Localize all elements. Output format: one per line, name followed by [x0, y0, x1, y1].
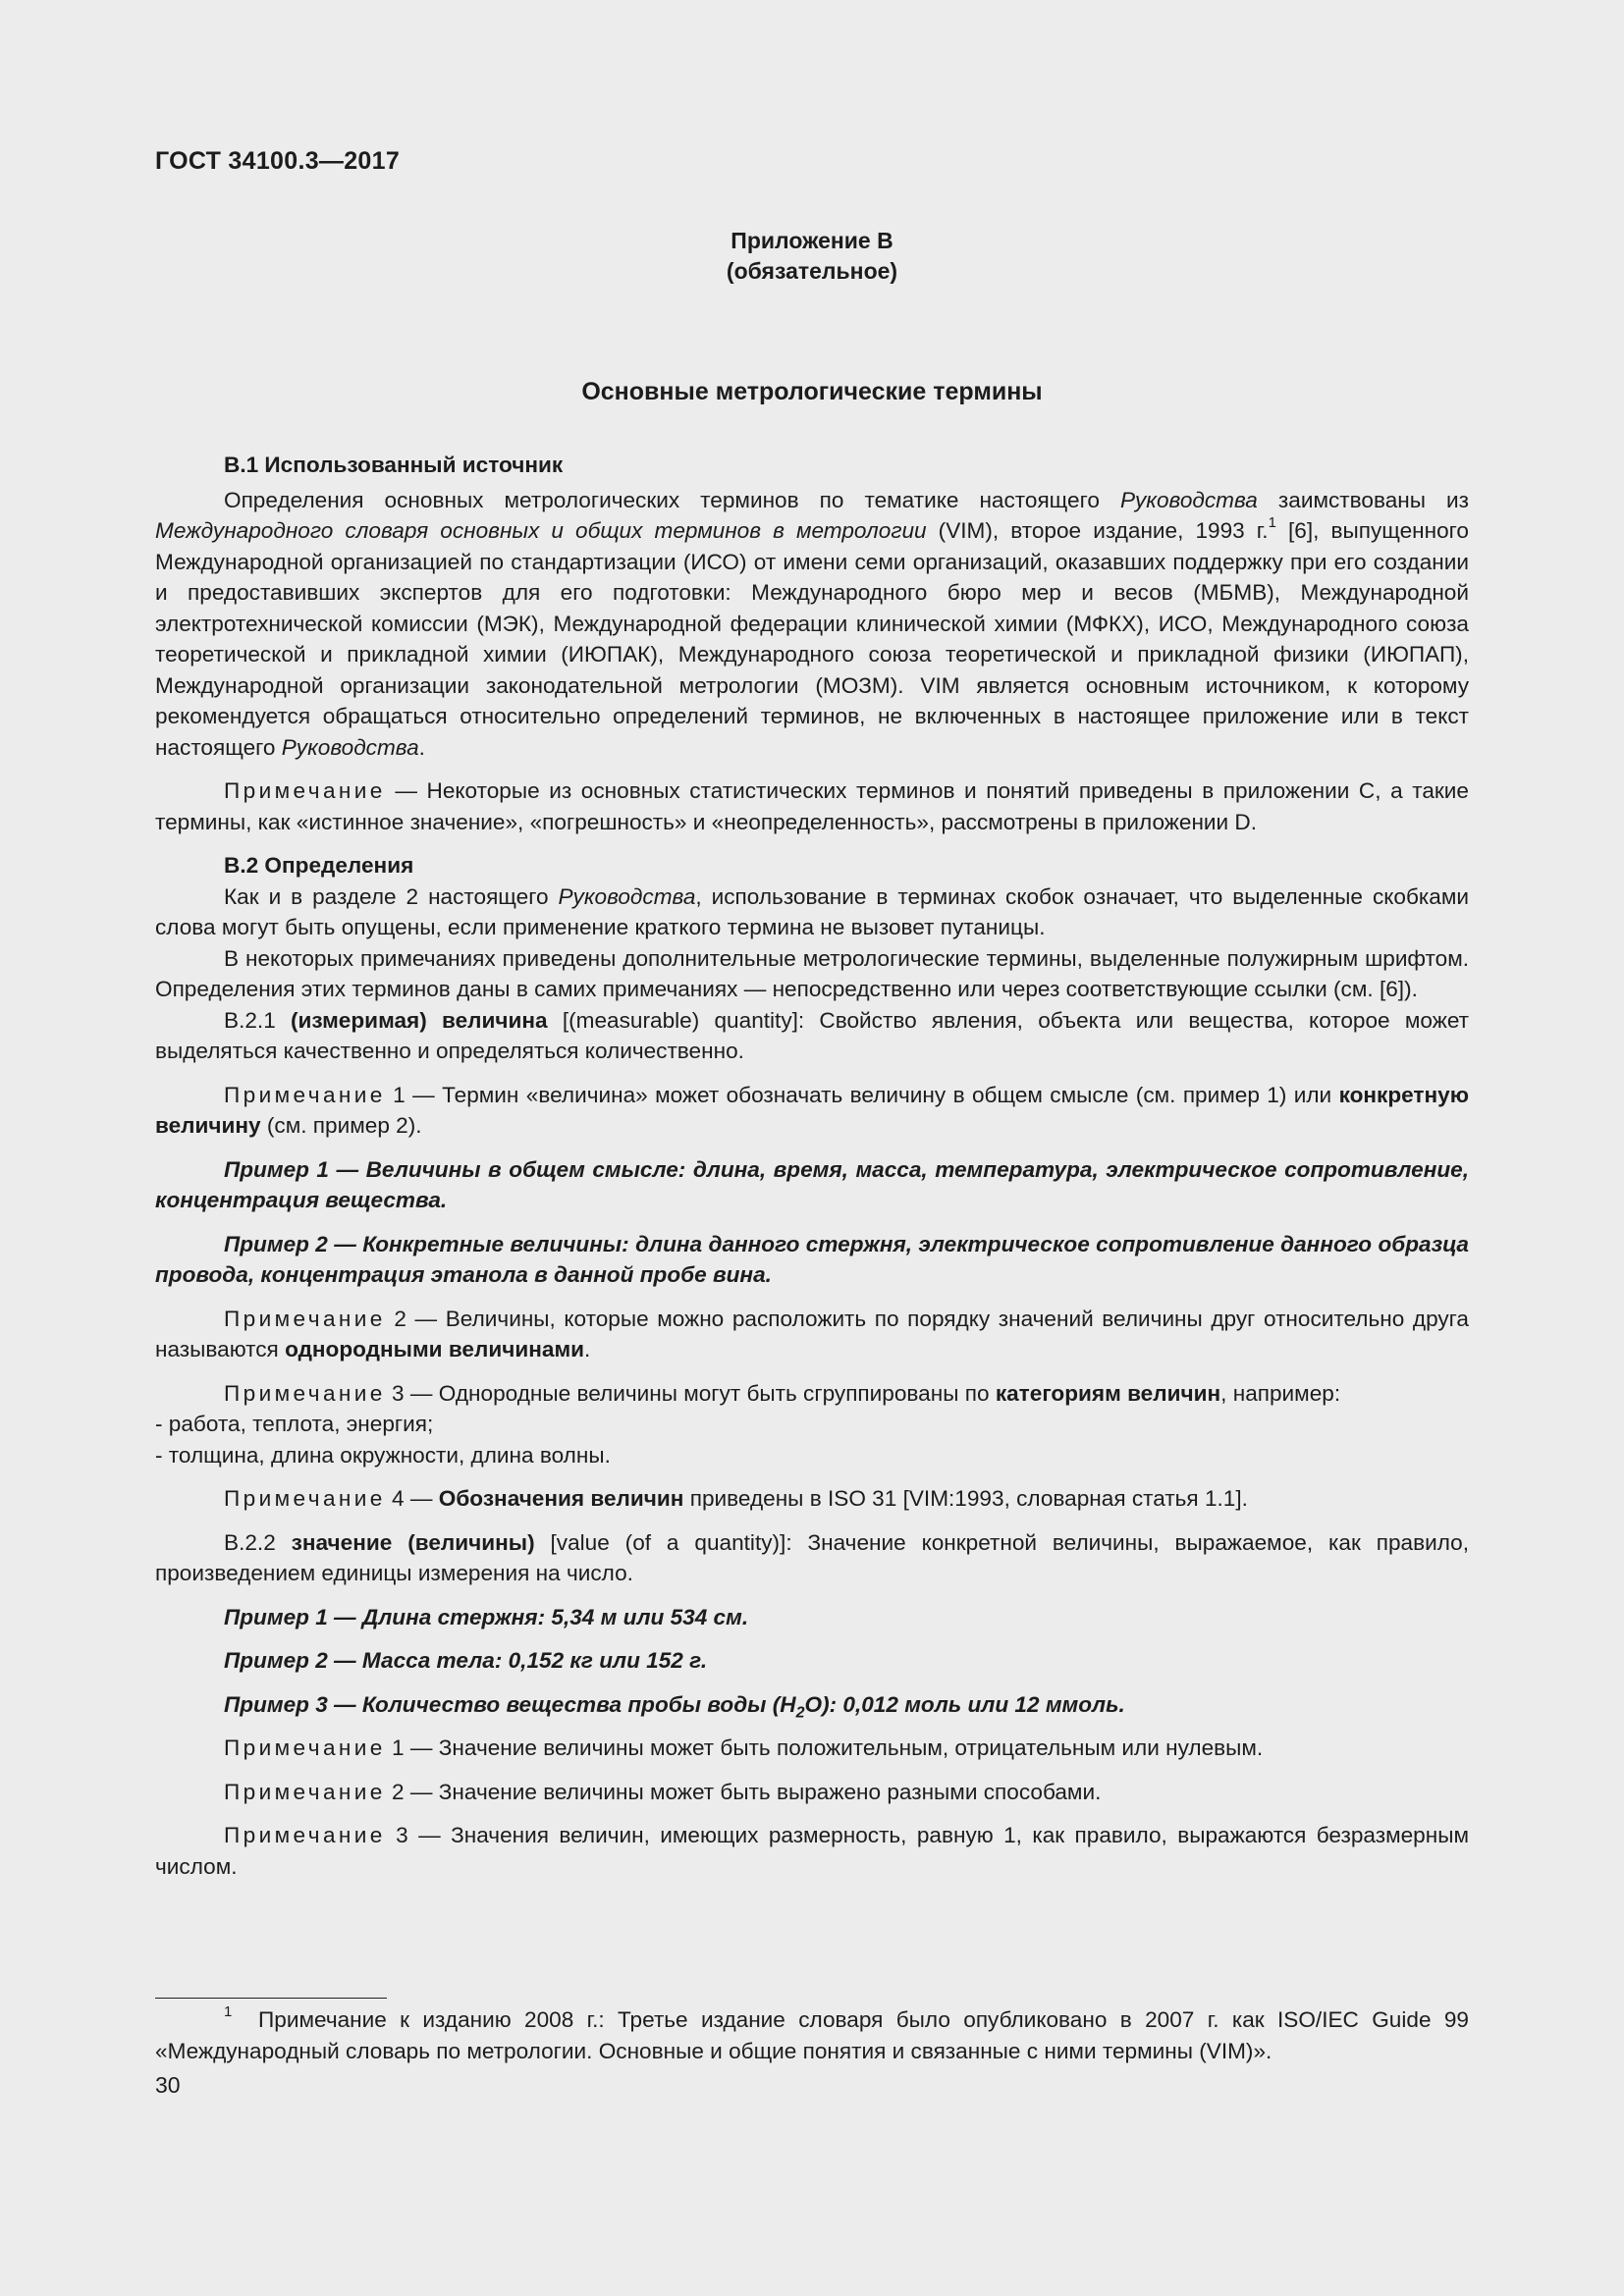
b22-note-2 — [155, 1777, 1469, 1808]
text-run: 1 — Термин «величина» может обозначать величину в общем смысле (см. пример 1) или — [385, 1082, 1339, 1107]
text-run: . — [584, 1337, 591, 1362]
term-number: B.2.2 — [224, 1529, 292, 1555]
chem-subscript: 2 — [795, 1704, 805, 1722]
text-run: (VIM), второе издание, 1993 г. — [926, 518, 1269, 543]
chem-symbol: O — [804, 1691, 823, 1717]
footnote-divider — [155, 1998, 387, 1999]
text-run: Определения основных метрологических терминов по тематике настоящего — [224, 487, 1120, 512]
text-run: — Некоторые из основных статистических терминов и понятий приведены в приложении C, а такие термины, как «истинное значение», «погрешность» и «неопределенность», рассмотрены в приложении D. — [155, 778, 1469, 834]
b1-paragraph — [155, 485, 1469, 764]
b1-note — [155, 775, 1469, 837]
text-run: Примечание к изданию 2008 г.: Третье издание словаря было опубликовано в 2007 г. как ISO/IEC Guide 99 «Международный словарь по метрологии. Основные и общие понятия и связанные с ними термины (VIM)». — [155, 2007, 1469, 2063]
term-b21 — [155, 1005, 1469, 1067]
text-run: 2 — Значение величины может быть выражено разными способами. — [385, 1779, 1102, 1804]
annex-title: Приложение B — [731, 228, 893, 253]
text-run: приведены в ISO 31 [VIM:1993, словарная статья 1.1]. — [683, 1486, 1248, 1511]
b21-note-3 — [155, 1378, 1469, 1410]
text-run: ): 0,012 моль или 12 ммоль. — [822, 1691, 1125, 1717]
italic-run: Руководства — [558, 883, 696, 909]
italic-run: Международного словаря основных и общих терминов в метрологии — [155, 518, 927, 543]
term-definition: [(measurable) quantity]: Свойство явления, объекта или вещества, которое может выделяться качественно и определяться количественно. — [155, 1007, 1469, 1063]
b21-note-1 — [155, 1080, 1469, 1142]
text-run: 4 — — [385, 1486, 439, 1511]
annex-status: (обязательное) — [726, 258, 898, 284]
bold-term: категориям величин — [995, 1380, 1221, 1406]
b22-note-1 — [155, 1733, 1469, 1764]
standard-code: ГОСТ 34100.3—2017 — [155, 147, 401, 175]
term-b22 — [155, 1527, 1469, 1589]
footnote-ref: 1 — [1268, 514, 1276, 532]
chem-symbol: H — [780, 1691, 796, 1717]
italic-run: Руководства — [1119, 487, 1258, 512]
text-run: . — [418, 734, 425, 760]
list-item: - толщина, длина окружности, длина волны. — [155, 1442, 611, 1468]
b22-example-1: Пример 1 — Длина стержня: 5,34 м или 534 см. — [224, 1604, 749, 1629]
note-label: Примечание — [224, 1082, 386, 1107]
b22-example-2: Пример 2 — Масса тела: 0,152 кг или 152 г. — [224, 1648, 708, 1673]
bold-term: Обозначения величин — [438, 1486, 684, 1511]
text-run: 2 — Величины, которые можно расположить по порядку значений величины друг относительно друга называются — [155, 1306, 1469, 1362]
section-heading-b2: B.2 Определения — [224, 853, 414, 878]
footnote-text — [155, 2004, 1469, 2066]
b21-example-2: Пример 2 — Конкретные величины: длина данного стержня, электрическое сопротивление данного образца провода, концентрация этанола в данной пробе вина. — [155, 1231, 1469, 1287]
term-name: (измеримая) величина — [291, 1007, 548, 1033]
b2-paragraph-1 — [155, 881, 1469, 943]
page-number: 30 — [155, 2072, 181, 2098]
note-label: Примечание — [224, 1486, 386, 1511]
italic-run: Руководства — [281, 734, 419, 760]
text-run: (см. пример 2). — [260, 1113, 422, 1138]
note-label: Примечание — [224, 1823, 386, 1847]
text-run: заимствованы из — [1257, 487, 1469, 512]
term-number: B.2.1 — [224, 1007, 292, 1033]
text-run: , использование в терминах скобок означает, что выделенные скобками слова могут быть опущены, если применение краткого термина не вызовет путаницы. — [155, 883, 1469, 939]
section-heading-b1: B.1 Использованный источник — [224, 453, 564, 477]
list-item: - работа, теплота, энергия; — [155, 1412, 434, 1436]
text-run: , например: — [1220, 1380, 1341, 1406]
bold-term: однородными величинами — [285, 1337, 585, 1362]
b22-example-3 — [155, 1689, 1469, 1721]
footnote-number: 1 — [224, 2003, 233, 2021]
bold-term: конкретную величину — [155, 1082, 1469, 1138]
text-run: 3 — Значения величин, имеющих размерность, равную 1, как правило, выражаются безразмерным числом. — [155, 1823, 1469, 1879]
text-run: 1 — Значение величины может быть положительным, отрицательным или нулевым. — [385, 1735, 1264, 1760]
note-label: Примечание — [224, 1779, 386, 1804]
text-run: Как и в разделе 2 настоящего — [224, 883, 559, 909]
b21-example-1: Пример 1 — Величины в общем смысле: длина, время, масса, температура, электрическое сопротивление, концентрация вещества. — [155, 1156, 1469, 1212]
text-run: Пример 3 — Количество вещества пробы воды ( — [224, 1691, 781, 1717]
note-label: Примечание — [224, 1380, 386, 1406]
note-label: Примечание — [224, 1306, 386, 1331]
document-body — [155, 450, 1469, 1882]
b21-note-2 — [155, 1304, 1469, 1365]
footnote — [155, 2004, 1469, 2066]
term-definition: [value (of a quantity)]: Значение конкретной величины, выражаемое, как правило, произведением единицы измерения на число. — [155, 1529, 1469, 1585]
main-title: Основные метрологические термины — [581, 378, 1043, 405]
b2-paragraph-2: В некоторых примечаниях приведены дополнительные метрологические термины, выделенные полужирным шрифтом. Определения этих терминов даны в самих примечаниях — непосредственно или через соответствующие ссылки (см. [6]). — [155, 945, 1469, 1001]
note-label: Примечание — [224, 1735, 386, 1760]
note-label: Примечание — [224, 778, 386, 803]
text-run: 3 — Однородные величины могут быть сгруппированы по — [385, 1380, 996, 1406]
annex-heading — [155, 226, 1469, 287]
text-run: [6], выпущенного Международной организацией по стандартизации (ИСО) от имени семи организаций, оказавших поддержку при его создании и предоставивших экспертов для его подготовки: Международного бюро мер и весов (МБМВ), Международной электротехнической комиссии (МЭК), Международной федерации клинической химии (МФКХ), ИСО, Международного союза теоретической и прикладной химии (ИЮПАК), Международного союза теоретической и прикладной физики (ИЮПАП), Международной организации законодательной метрологии (МОЗМ). VIM является основным источником, к которому рекомендуется обращаться относительно определений терминов, не включенных в настоящее приложение или в текст настоящего — [155, 518, 1469, 760]
b21-note-4 — [155, 1483, 1469, 1515]
b22-note-3 — [155, 1820, 1469, 1882]
term-name: значение (величины) — [291, 1529, 535, 1555]
